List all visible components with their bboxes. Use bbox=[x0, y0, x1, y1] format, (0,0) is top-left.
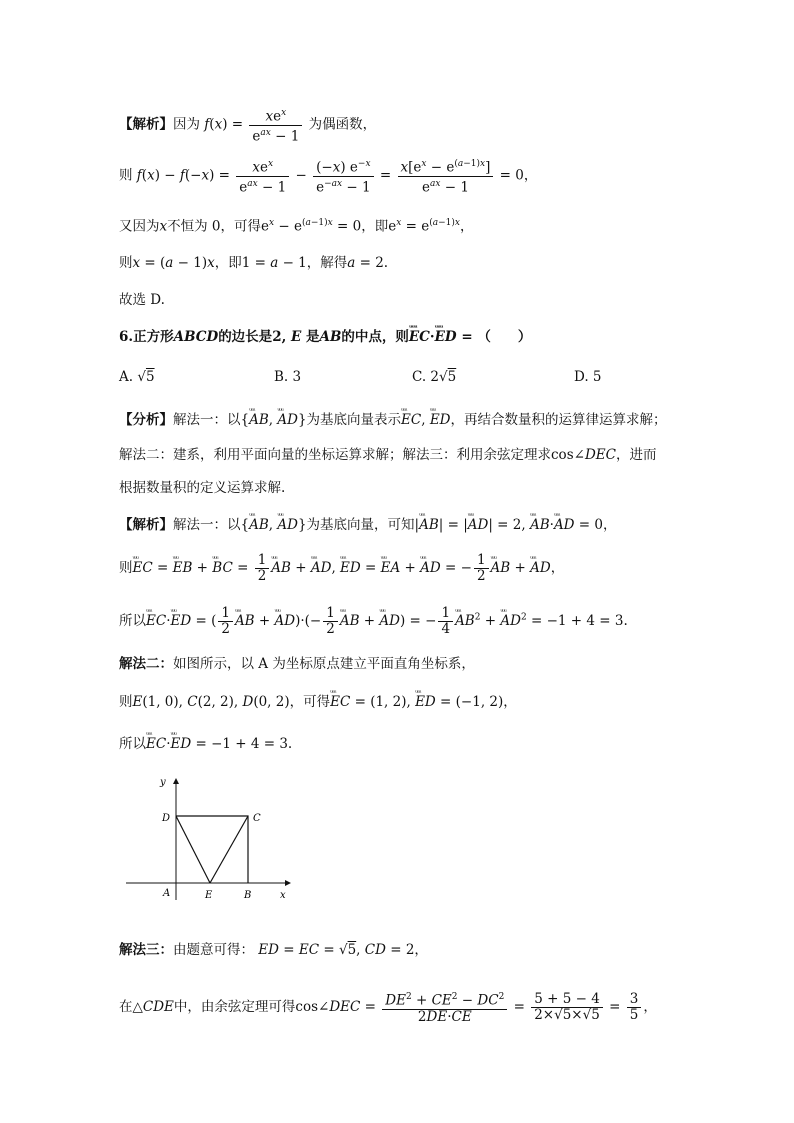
segment-ed bbox=[176, 816, 210, 883]
option-c: C. 2√5 bbox=[412, 369, 457, 385]
y-axis-arrow bbox=[173, 778, 179, 784]
solution-line-3: 所以ᵘᵘᵘ EC·ᵘᵘᵘ ED = ( $\frac{1}{2}$ ᵘᵘᵘ AB + ᵘᵘᵘ AD)·(− $\frac{1}{2}$ ᵘᵘᵘ AB + ᵘᵘᵘ AD) = − $\frac{1}{4}$ ᵘᵘᵘ $AB^2$ + ᵘᵘᵘ $AD^2 = -1 + 4 = 3$. bbox=[119, 606, 628, 637]
answer-choice-line: 故选 D. bbox=[119, 292, 165, 308]
solution-line-1: 【解析】解法一：以{ᵘᵘᵘ AB, ᵘᵘᵘ AD}为基底向量，可知|ᵘᵘᵘ AB| = |ᵘᵘᵘ AD| = 2, ᵘᵘᵘ AB·ᵘᵘᵘ AD = 0， bbox=[119, 516, 617, 534]
y-axis-label: y bbox=[160, 777, 166, 788]
label-d: D bbox=[162, 813, 171, 824]
method-3-line-2: 在△CDE中，由余弦定理可得cos∠DEC = $\frac{DE^2 + CE^2 - DC^2}{2DE\cdot CE}$ = $\frac{5 + 5 - 4}{2\times√5\times√5}$ = $\frac{3}{5}$ ， bbox=[119, 990, 657, 1025]
analysis-section-line-3: 根据数量积的定义运算求解. bbox=[119, 480, 286, 496]
segment-ec bbox=[210, 816, 248, 883]
method-3-line-1: 解法三：由题意可得： ED = EC = √5, CD = 2， bbox=[119, 942, 428, 958]
x-axis-arrow bbox=[285, 880, 291, 886]
method-2-title: 解法二：如图所示，以 A 为坐标原点建立平面直角坐标系， bbox=[119, 656, 475, 672]
label-a: A bbox=[163, 888, 171, 899]
analysis-section-line-2: 解法二：建系，利用平面向量的坐标运算求解；解法三：利用余弦定理求cos∠DEC，进而 bbox=[119, 447, 657, 463]
analysis-line-3: 又因为x不恒为 0，可得$e^x - e^{(a-1)x} = 0$，即$e^x = e^{(a-1)x}$， bbox=[119, 218, 474, 235]
analysis-section-line-1: 【分析】解法一：以{ᵘᵘᵘ AB, ᵘᵘᵘ AD}为基底向量表示ᵘᵘᵘ EC, ᵘᵘᵘ ED，再结合数量积的运算律运算求解； bbox=[119, 411, 667, 429]
analysis-line-1: 【解析】因为 f(x) = $\frac{xe^x}{e^{ax} - 1}$ 为偶函数， bbox=[119, 108, 377, 144]
option-a: A. √5 bbox=[119, 369, 155, 385]
square-edges bbox=[176, 816, 248, 883]
question-6: 6.正方形ABCD的边长是2, E 是AB的中点，则ᵘᵘᵘ EC·ᵘᵘᵘ ED = （ ） bbox=[119, 328, 531, 346]
solution-line-2: 则ᵘᵘᵘ EC = ᵘᵘᵘ EB + ᵘᵘᵘ BC = $\frac{1}{2}$ ᵘᵘᵘ AB + ᵘᵘᵘ AD, ᵘᵘᵘ ED = ᵘᵘᵘ EA + ᵘᵘᵘ AD = − $\frac{1}{2}$ ᵘᵘᵘ AB + ᵘᵘᵘ AD， bbox=[119, 553, 564, 584]
label-b: B bbox=[244, 890, 252, 901]
method-2-line-2: 所以ᵘᵘᵘ EC·ᵘᵘᵘ ED = −1 + 4 = 3. bbox=[119, 735, 292, 753]
coordinate-figure bbox=[120, 770, 300, 905]
analysis-line-2: 则 f(x) − f(−x) = $\frac{xe^x}{e^{ax} - 1}$ − $\frac{(-x) e^{-x}}{e^{-ax} - 1}$ = $\frac{x[e^x - e^{(a-1)x}]}{e^{ax} - 1}$ = 0， bbox=[119, 159, 538, 195]
x-axis-label: x bbox=[280, 890, 286, 901]
label-e: E bbox=[205, 890, 213, 901]
option-b: B. 3 bbox=[274, 369, 302, 385]
analysis-line-4: 则x = (a − 1)x，即1 = a − 1，解得a = 2. bbox=[119, 255, 389, 271]
label-c: C bbox=[253, 813, 261, 824]
option-d: D. 5 bbox=[574, 369, 602, 385]
method-2-line-1: 则E(1, 0), C(2, 2), D(0, 2)，可得ᵘᵘᵘ EC = (1, 2), ᵘᵘᵘ ED = (−1, 2)， bbox=[119, 693, 517, 711]
